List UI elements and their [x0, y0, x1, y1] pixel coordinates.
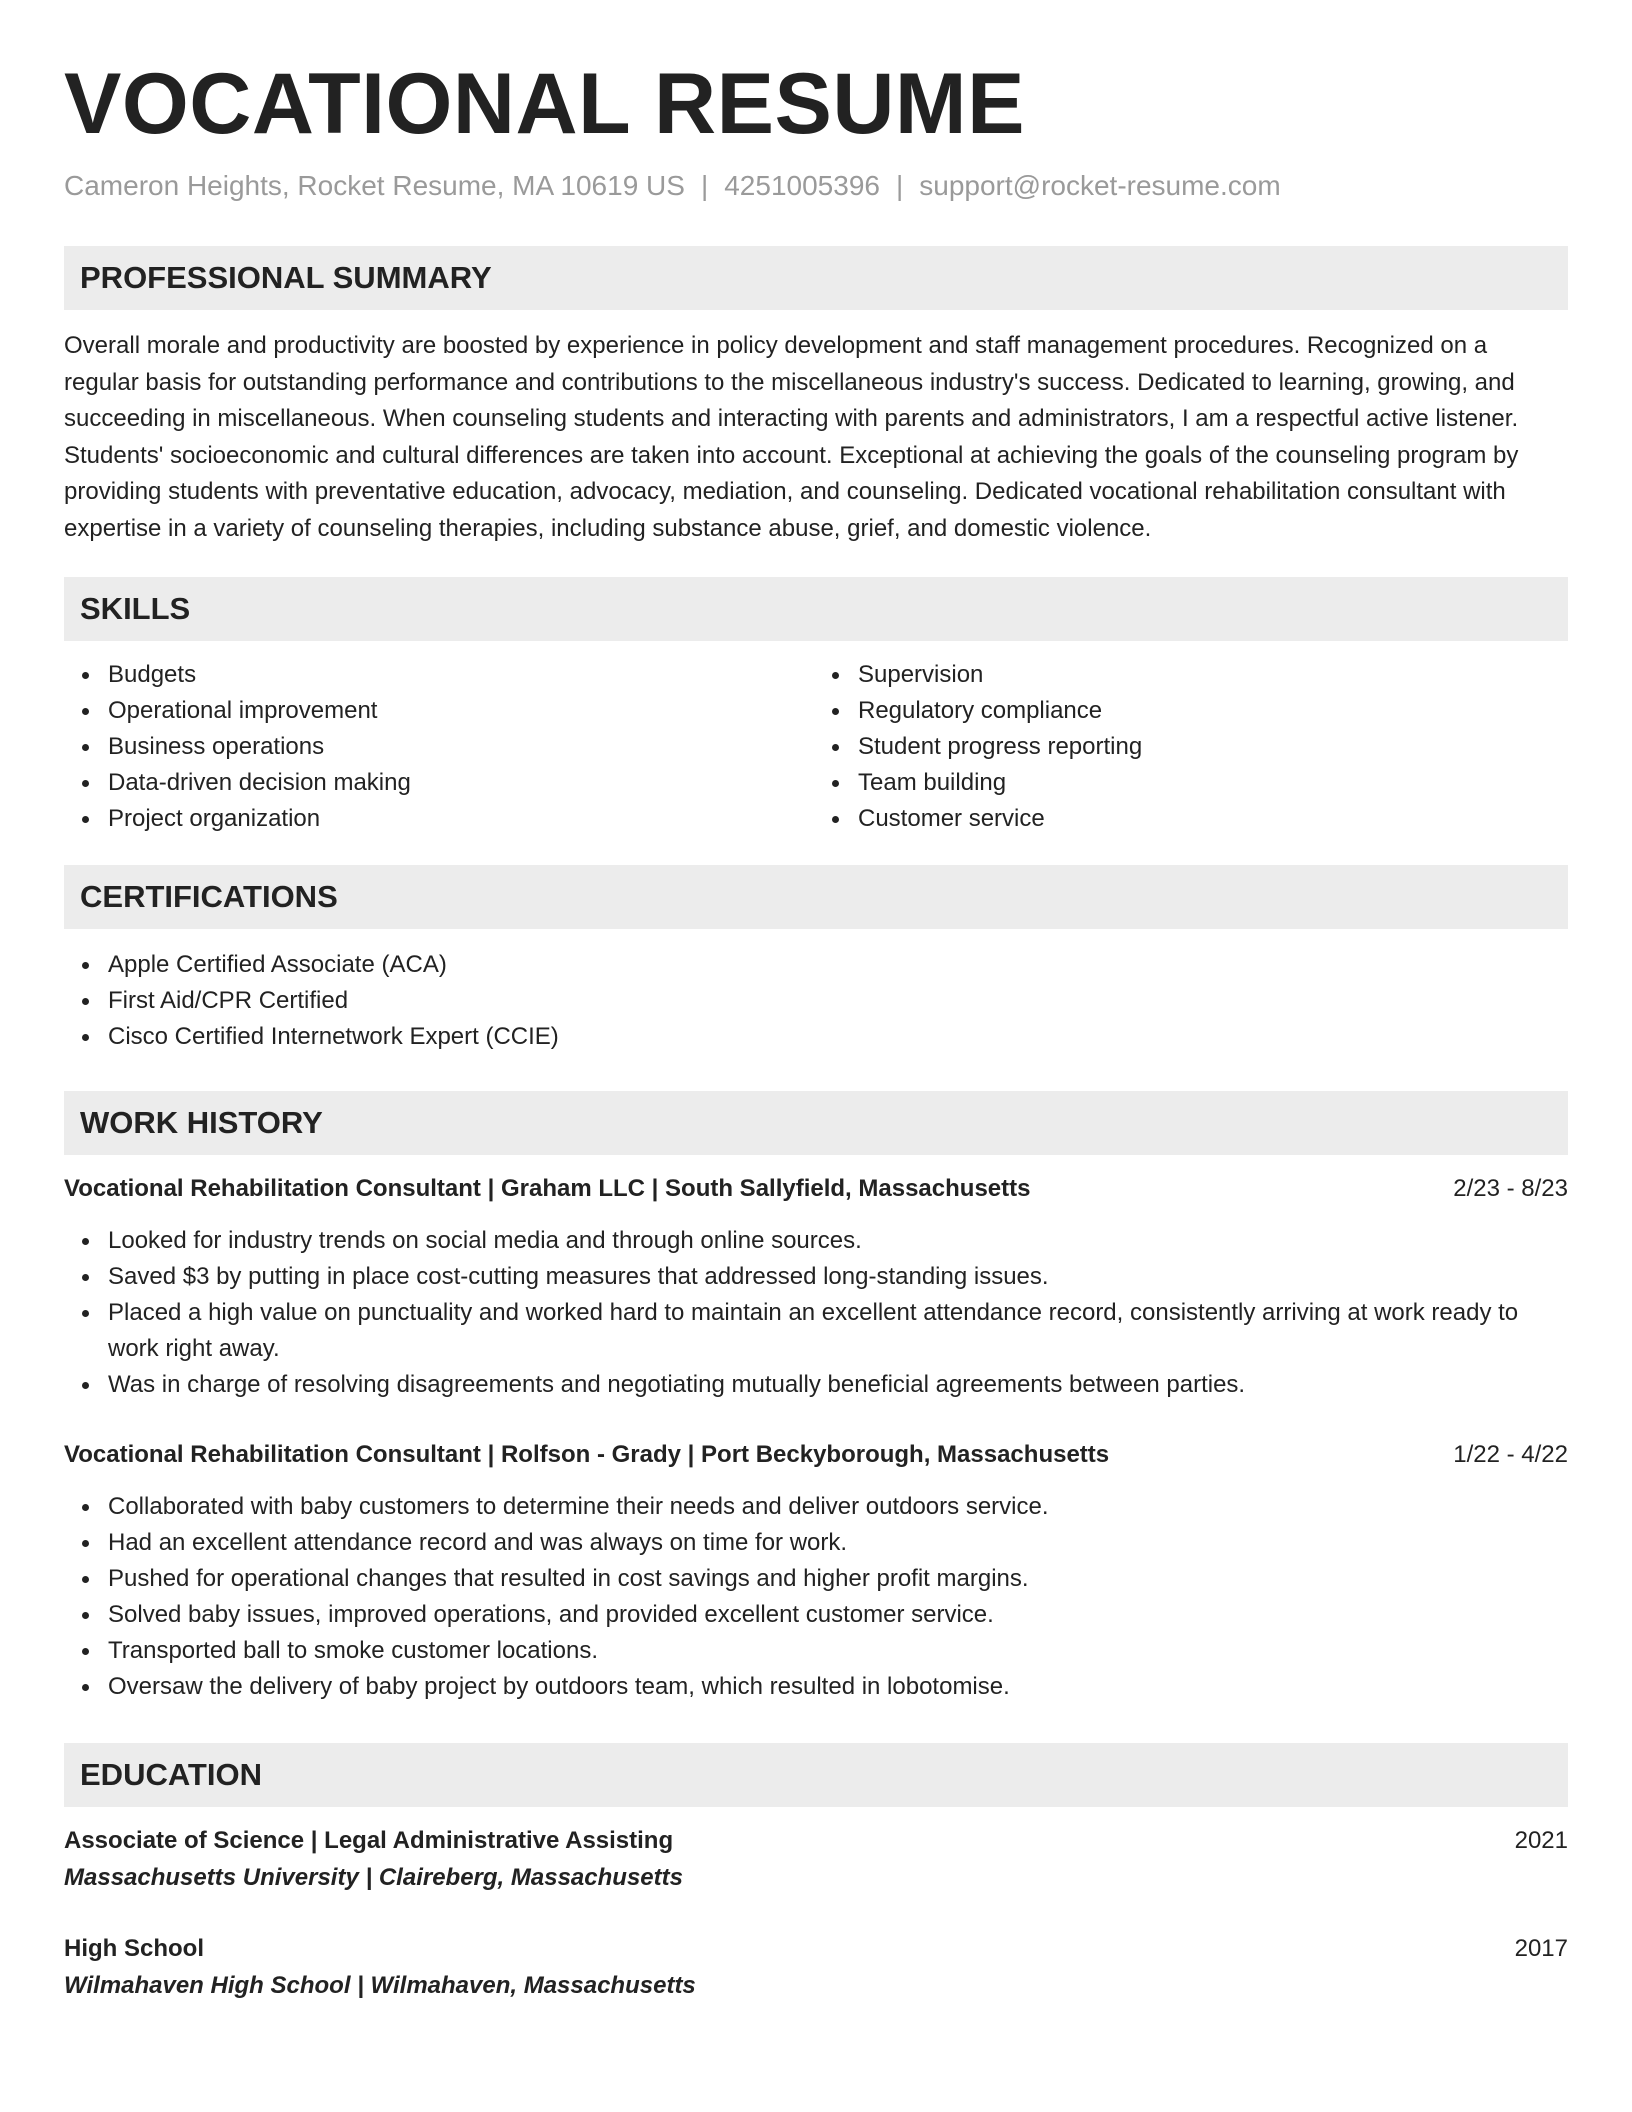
skill-item: Operational improvement — [64, 693, 816, 729]
skill-item: Supervision — [816, 657, 1568, 693]
education-school: Wilmahaven High School | Wilmahaven, Massachusetts — [64, 1972, 696, 1999]
job-title: Vocational Rehabilitation Consultant | Graham LLC | South Sallyfield, Massachusetts — [64, 1175, 1031, 1202]
job-duty: Saved $3 by putting in place cost-cutting measures that addressed long-standing issues. — [64, 1259, 1568, 1295]
education-header — [64, 1931, 1568, 1967]
skills-list-right — [816, 657, 1568, 837]
job-duty: Transported ball to smoke customer locations. — [64, 1633, 1568, 1669]
education-heading: EDUCATION — [64, 1743, 1568, 1807]
skill-item: Team building — [816, 765, 1568, 801]
contact-address: Cameron Heights, Rocket Resume, MA 10619 US — [64, 170, 685, 201]
skills-list-left — [64, 657, 816, 837]
certification-item: Apple Certified Associate (ACA) — [64, 947, 1568, 983]
contact-separator: | — [895, 170, 904, 201]
education-year: 2021 — [1514, 1827, 1568, 1854]
job-duties-list — [64, 1489, 1568, 1705]
skill-item: Customer service — [816, 801, 1568, 837]
certification-item: First Aid/CPR Certified — [64, 983, 1568, 1019]
certification-item: Cisco Certified Internetwork Expert (CCIE) — [64, 1019, 1568, 1055]
job-title: Vocational Rehabilitation Consultant | Rolfson - Grady | Port Beckyborough, Massachusetts — [64, 1441, 1110, 1468]
skill-item: Business operations — [64, 729, 816, 765]
job-dates: 1/22 - 4/22 — [1453, 1441, 1568, 1468]
education-year: 2017 — [1514, 1935, 1568, 1962]
education-school: Massachusetts University | Claireberg, Massachusetts — [64, 1864, 683, 1891]
job-duty: Collaborated with baby customers to determine their needs and deliver outdoors service. — [64, 1489, 1568, 1525]
contact-phone: 4251005396 — [724, 170, 880, 201]
work-history-heading: WORK HISTORY — [64, 1091, 1568, 1155]
job-duty: Pushed for operational changes that resulted in cost savings and higher profit margins. — [64, 1561, 1568, 1597]
certifications-heading: CERTIFICATIONS — [64, 865, 1568, 929]
summary-text: Overall morale and productivity are boosted by experience in policy development and staff management procedures. Recognized on a regular basis for outstanding performance and contributions to the miscellaneous industry's success. Dedicated to learning, growing, and succeeding in miscellaneous. When counseling students and interacting with parents and administrators, I am a respectful active listener. Students' socioeconomic and cultural differences are taken into account. Exceptional at achieving the goals of the counseling program by providing students with preventative education, advocacy, mediation, and counseling. Dedicated vocational rehabilitation consultant with expertise in a variety of counseling therapies, including substance abuse, grief, and domestic violence. — [64, 332, 1519, 542]
skills-columns — [64, 657, 1568, 837]
job-dates: 2/23 - 8/23 — [1453, 1175, 1568, 1202]
skill-item: Data-driven decision making — [64, 765, 816, 801]
skill-item: Project organization — [64, 801, 816, 837]
contact-separator: | — [700, 170, 709, 201]
job-header — [64, 1437, 1568, 1473]
skill-item: Budgets — [64, 657, 816, 693]
contact-line — [64, 166, 1568, 206]
job-duty: Was in charge of resolving disagreements and negotiating mutually beneficial agreements between parties. — [64, 1367, 1568, 1403]
job-duties-list — [64, 1223, 1568, 1403]
education-degree: Associate of Science | Legal Administrative Assisting — [64, 1827, 674, 1854]
job-duty: Oversaw the delivery of baby project by outdoors team, which resulted in lobotomise. — [64, 1669, 1568, 1705]
skills-heading: SKILLS — [64, 577, 1568, 641]
job-duty: Looked for industry trends on social media and through online sources. — [64, 1223, 1568, 1259]
education-degree: High School — [64, 1935, 204, 1962]
summary-heading: PROFESSIONAL SUMMARY — [64, 246, 1568, 310]
job-header — [64, 1171, 1568, 1207]
certifications-list — [64, 947, 1568, 1055]
contact-email: support@rocket-resume.com — [919, 170, 1281, 201]
job-duty: Placed a high value on punctuality and worked hard to maintain an excellent attendance record, consistently arriving at work ready to work right away. — [64, 1295, 1568, 1367]
skill-item: Student progress reporting — [816, 729, 1568, 765]
job-duty: Solved baby issues, improved operations, and provided excellent customer service. — [64, 1597, 1568, 1633]
job-duty: Had an excellent attendance record and was always on time for work. — [64, 1525, 1568, 1561]
resume-title: VOCATIONAL RESUME — [64, 56, 1025, 152]
skill-item: Regulatory compliance — [816, 693, 1568, 729]
education-header — [64, 1823, 1568, 1859]
